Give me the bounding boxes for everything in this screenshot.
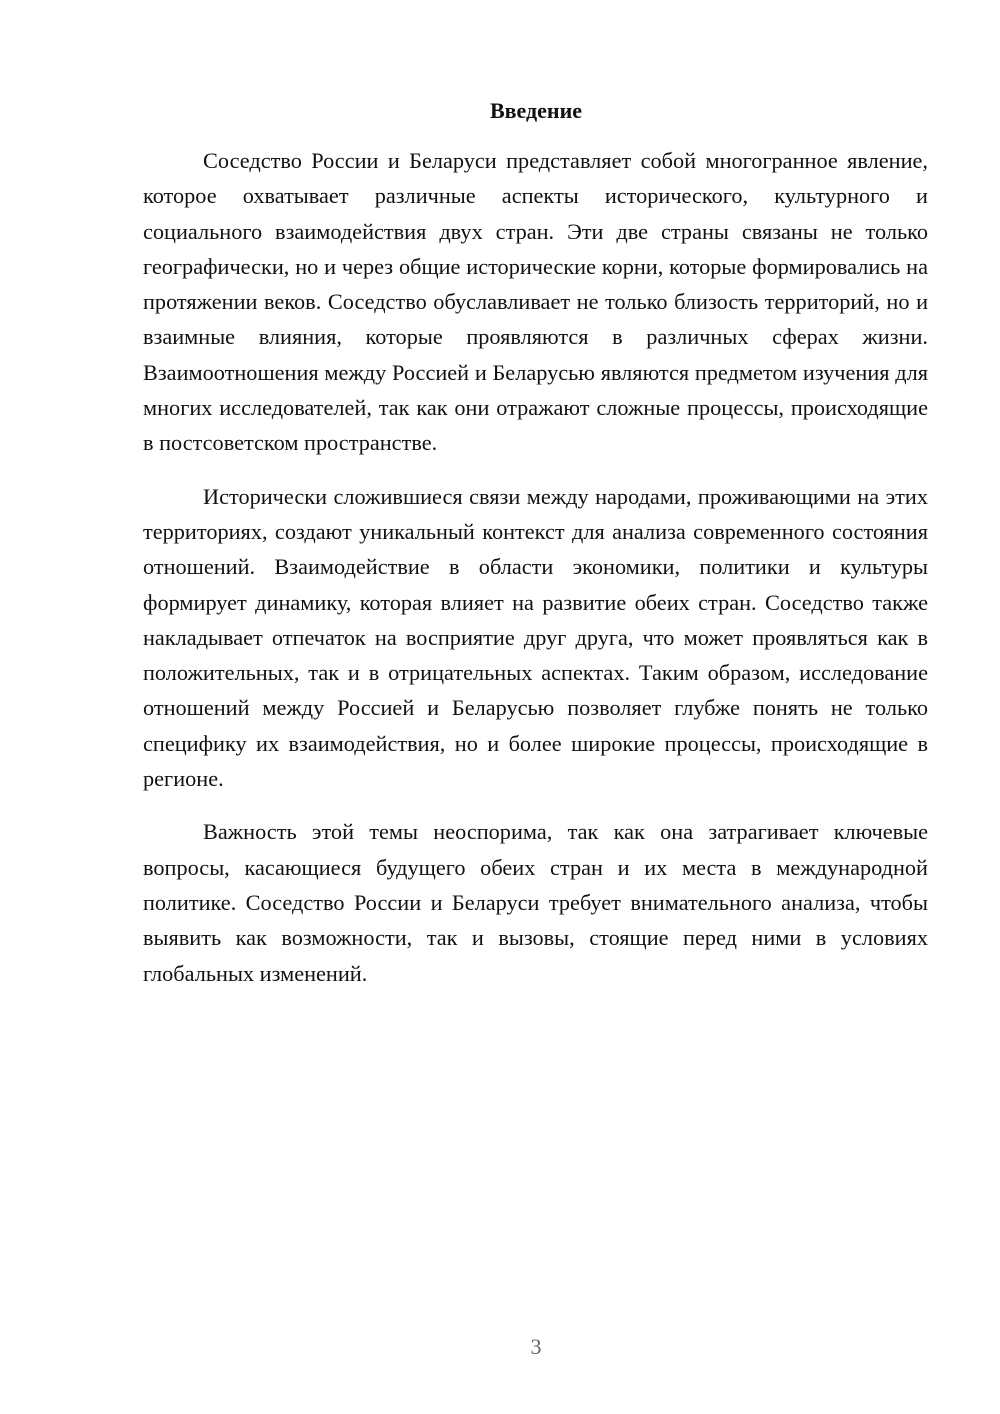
page-title: Введение [489, 98, 583, 123]
paragraph-3: Важность этой темы неоспорима, так как она затрагивает ключевые вопросы, касающиеся будущего обеих стран и их места в международной политике. Соседство России и Беларуси требует внимательного анализа, чтобы выявить как возможности, так и вызовы, стоящие перед ними в условиях глобальных изменений. [143, 819, 928, 986]
page-number: 3 [530, 1334, 542, 1359]
paragraph-2: Исторически сложившиеся связи между народами, проживающими на этих территориях, создают уникальный контекст для анализа современного состояния отношений. Взаимодействие в области экономики, политики и культуры формирует динамику, которая влияет на развитие обеих стран. Соседство также накладывает отпечаток на восприятие друг друга, что может проявляться как в положительных, так и в отрицательных аспектах. Таким образом, исследование отношений между Россией и Беларусью позволяет глубже понять не только специфику их взаимодействия, но и более широкие процессы, происходящие в регионе. [143, 483, 928, 792]
paragraph-1: Соседство России и Беларуси представляет собой многогранное явление, которое охватывает различные аспекты исторического, культурного и социального взаимодействия двух стран. Эти две страны связаны не только географически, но и через общие исторические корни, которые формировались на протяжении веков. Соседство обуславливает не только близость территорий, но и взаимные влияния, которые проявляются в различных сферах жизни. Взаимоотношения между Россией и Беларусью являются предметом изучения для многих исследователей, так как они отражают сложные процессы, происходящие в постсоветском пространстве. [143, 148, 928, 456]
document-body [143, 143, 928, 1009]
